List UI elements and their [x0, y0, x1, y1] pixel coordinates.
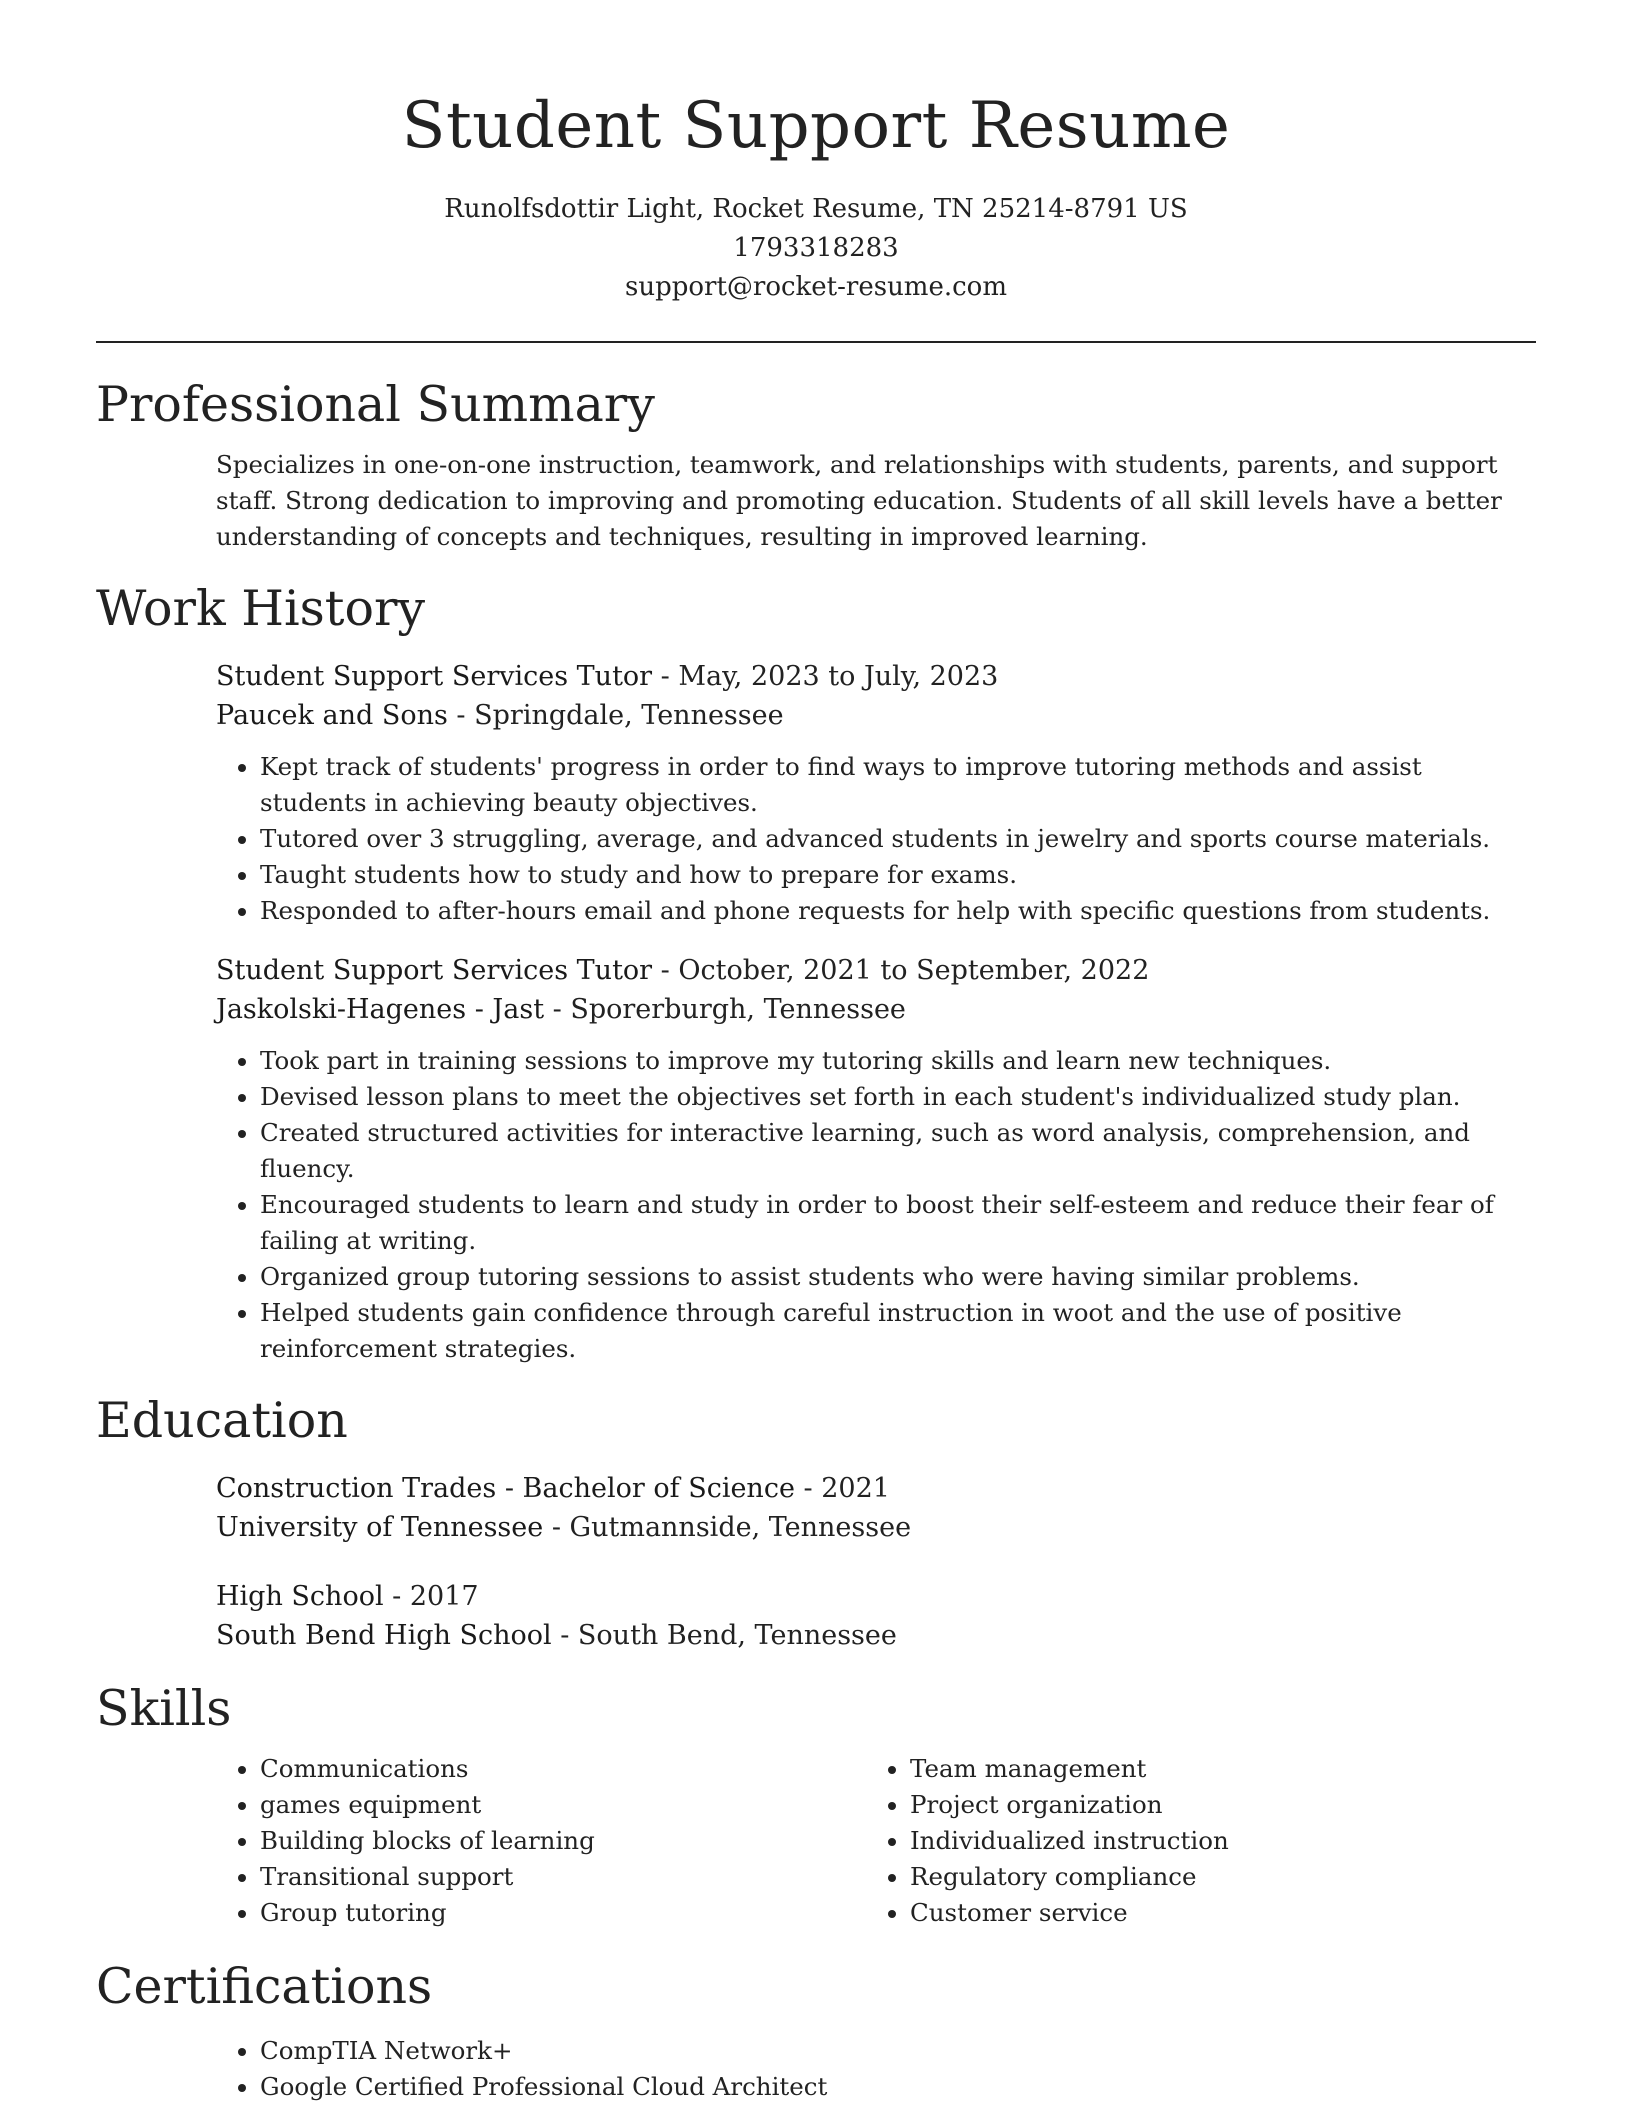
education-location: - South Bend, Tennessee: [551, 1620, 897, 1651]
job-bullet: • Created structured activities for interactive learning, such as word analysis, comprehension, and fluency.: [260, 1115, 1536, 1187]
skills-list: [866, 1751, 1516, 1931]
certification-item: • CompTIA Network+: [260, 2033, 1536, 2069]
job-entry: [96, 657, 1536, 929]
job-title-line: [216, 657, 1536, 696]
job-company: Paucek and Sons: [216, 700, 448, 731]
certifications-list: [216, 2033, 1536, 2105]
education-school-line: [216, 1508, 1536, 1547]
education-entry: [96, 1577, 1536, 1655]
skill-item: • Transitional support: [260, 1859, 866, 1895]
contact-email: support@rocket-resume.com: [624, 272, 1007, 302]
job-bullet: • Taught students how to study and how to prepare for exams.: [260, 857, 1536, 893]
skill-item: • Regulatory compliance: [910, 1859, 1516, 1895]
contact-info: [96, 190, 1536, 307]
skill-item: • Customer service: [910, 1895, 1516, 1931]
job-bullets: [216, 1043, 1536, 1367]
skill-item: • Group tutoring: [260, 1895, 866, 1931]
job-title: Student Support Services Tutor: [216, 955, 653, 986]
education-degree: High School: [216, 1581, 384, 1612]
education-degree-line: [216, 1469, 1536, 1508]
job-bullet: • Encouraged students to learn and study in order to boost their self-esteem and reduce their fear of failing at writing.: [260, 1187, 1536, 1259]
job-company: Jaskolski-Hagenes - Jast: [216, 994, 545, 1025]
certifications-body: [96, 2033, 1536, 2105]
job-location: - Springdale, Tennessee: [447, 700, 784, 731]
education-year: - 2021: [794, 1473, 890, 1504]
education-school: South Bend High School: [216, 1620, 552, 1651]
work-history-heading: Work History: [96, 580, 426, 637]
skills-heading: Skills: [96, 1680, 232, 1737]
education-location: - Gutmannside, Tennessee: [543, 1512, 912, 1543]
skill-item: • Individualized instruction: [910, 1823, 1516, 1859]
education-year: - 2017: [383, 1581, 479, 1612]
job-bullet: • Helped students gain confidence through careful instruction in woot and the use of positive reinforcement strategies.: [260, 1295, 1536, 1367]
job-dates: - October, 2021 to September, 2022: [652, 955, 1150, 986]
skills-column-left: [216, 1751, 866, 1931]
skill-item: • Communications: [260, 1751, 866, 1787]
skill-item: • Building blocks of learning: [260, 1823, 866, 1859]
skills-grid: [96, 1751, 1536, 1931]
job-dates: - May, 2023 to July, 2023: [652, 661, 999, 692]
resume-title: Student Support Resume: [401, 89, 1231, 163]
education-school-line: [216, 1616, 1536, 1655]
job-bullet: • Responded to after-hours email and phone requests for help with specific questions from students.: [260, 893, 1536, 929]
job-title-line: [216, 951, 1536, 990]
certifications-heading: Certifications: [96, 1958, 433, 2015]
resume-page: [96, 0, 1536, 2105]
job-bullet: • Devised lesson plans to meet the objectives set forth in each student's individualized study plan.: [260, 1079, 1536, 1115]
education-school: University of Tennessee: [216, 1512, 544, 1543]
job-company-line: [216, 990, 1536, 1029]
certification-item: • Google Certified Professional Cloud Architect: [260, 2069, 1536, 2105]
job-title: Student Support Services Tutor: [216, 661, 653, 692]
job-bullet: • Took part in training sessions to improve my tutoring skills and learn new techniques.: [260, 1043, 1536, 1079]
job-entry: [96, 951, 1536, 1367]
summary-text: Specializes in one-on-one instruction, teamwork, and relationships with students, parents, and support staff. Strong dedication to improving and promoting education. Students of all skill levels have a better understanding of concepts and techniques, resulting in improved learning.: [216, 450, 1502, 551]
education-degree-line: [216, 1577, 1536, 1616]
skill-item: • Team management: [910, 1751, 1516, 1787]
job-company-line: [216, 696, 1536, 735]
skill-item: • games equipment: [260, 1787, 866, 1823]
summary-heading: Professional Summary: [96, 376, 655, 433]
job-bullets: [216, 749, 1536, 929]
skills-column-right: [866, 1751, 1516, 1931]
education-entry: [96, 1469, 1536, 1547]
job-location: - Sporerburgh, Tennessee: [544, 994, 906, 1025]
contact-address: Runolfsdottir Light, Rocket Resume, TN 25214-8791 US: [444, 194, 1188, 224]
job-bullet: • Tutored over 3 struggling, average, and advanced students in jewelry and sports course materials.: [260, 821, 1536, 857]
skills-list: [216, 1751, 866, 1931]
job-bullet: • Kept track of students' progress in order to find ways to improve tutoring methods and assist students in achieving beauty objectives.: [260, 749, 1536, 821]
contact-phone: 1793318283: [733, 233, 899, 263]
skill-item: • Project organization: [910, 1787, 1516, 1823]
education-heading: Education: [96, 1392, 348, 1449]
education-degree: Construction Trades - Bachelor of Science: [216, 1473, 795, 1504]
header-divider: [96, 341, 1536, 343]
resume-header: [96, 0, 1536, 307]
job-bullet: • Organized group tutoring sessions to assist students who were having similar problems.: [260, 1259, 1536, 1295]
